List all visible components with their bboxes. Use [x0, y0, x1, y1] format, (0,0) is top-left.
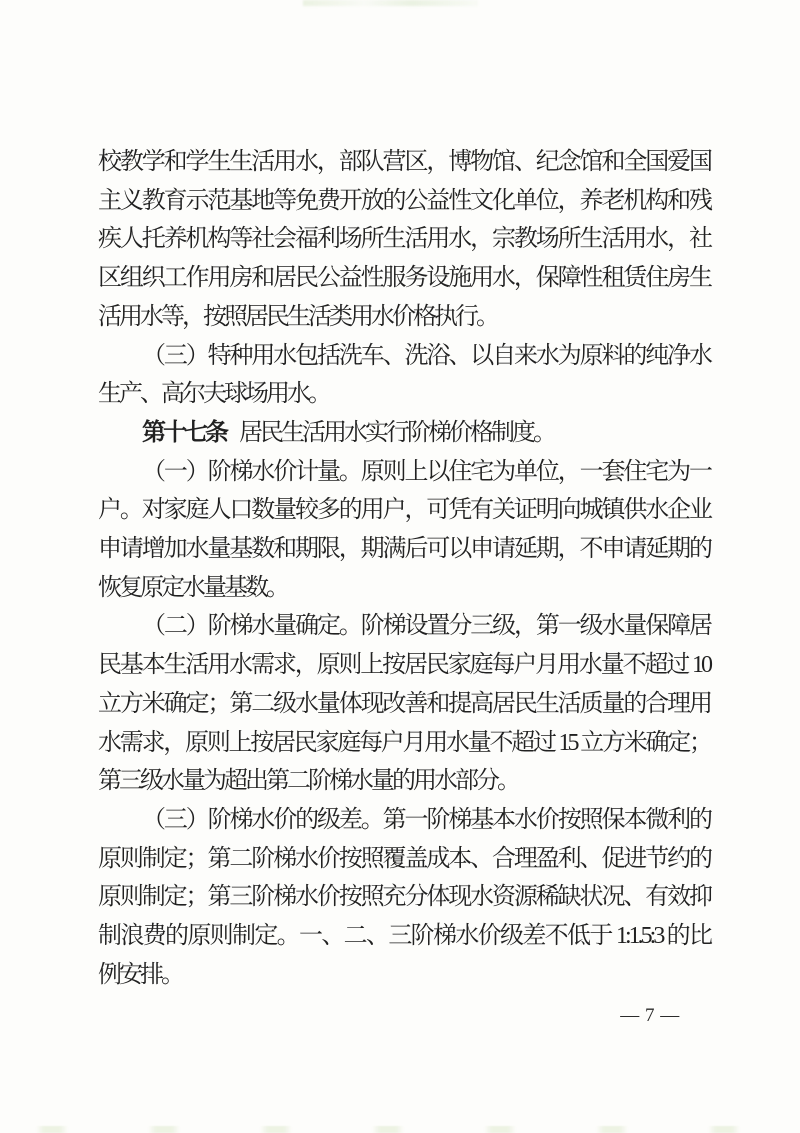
article-heading-line [98, 414, 710, 453]
text-line: 活用水等，按照居民生活类用水价格执行。 [98, 303, 497, 330]
scan-artifact-top [303, 0, 478, 6]
text-line: 原则制定；第二阶梯水价按照覆盖成本、合理盈利、促进节约的 [98, 845, 710, 872]
text-line: 立方米确定；第二级水量体现改善和提高居民生活质量的合理用 [98, 690, 710, 717]
text-line: （三）特种用水包括洗车、洗浴、以自来水为原料的纯净水 [142, 342, 710, 369]
text-line: 校教学和学生生活用水，部队营区，博物馆、纪念馆和全国爱国 [98, 149, 710, 175]
article-title: 居民生活用水实行阶梯价格制度。 [239, 419, 554, 446]
document-text [98, 143, 710, 994]
text-line: （二）阶梯水量确定。阶梯设置分三级，第一级水量保障居 [142, 613, 710, 640]
text-line: 原则制定；第三阶梯水价按照充分体现水资源稀缺状况、有效抑 [98, 884, 710, 911]
article-number: 第十七条 [142, 418, 226, 446]
text-line: 主义教育示范基地等免费开放的公益性文化单位，养老机构和残 [98, 187, 710, 214]
text-line: 生产、高尔夫球场用水。 [98, 381, 329, 408]
text-line: 民基本生活用水需求，原则上按居民家庭每户月用水量不超过 10 [98, 652, 710, 679]
text-line: 例安排。 [98, 961, 182, 988]
text-line: （三）阶梯水价的级差。第一阶梯基本水价按照保本微利的 [142, 806, 710, 833]
scan-artifact-bottom [0, 1126, 800, 1133]
text-line: 恢复原定水量基数。 [98, 574, 287, 601]
text-line: 水需求，原则上按居民家庭每户月用水量不超过 15 立方米确定； [98, 729, 710, 756]
text-line: 疾人托养机构等社会福利场所生活用水，宗教场所生活用水，社 [98, 226, 710, 253]
text-line: 第三级水量为超出第二阶梯水量的用水部分。 [98, 768, 518, 795]
text-line: 制浪费的原则制定。一、二、三阶梯水价级差不低于 1:1.5:3 的比 [98, 923, 710, 950]
text-line: 区组织工作用房和居民公益性服务设施用水，保障性租赁住房生 [98, 265, 710, 292]
text-line: 户。对家庭人口数量较多的用户，可凭有关证明向城镇供水企业 [98, 497, 710, 524]
text-line: （一）阶梯水价计量。原则上以住宅为单位，一套住宅为一 [142, 458, 710, 485]
page-number: — 7 — [620, 1005, 680, 1026]
text-line: 申请增加水量基数和期限，期满后可以申请延期，不申请延期的 [98, 536, 710, 563]
